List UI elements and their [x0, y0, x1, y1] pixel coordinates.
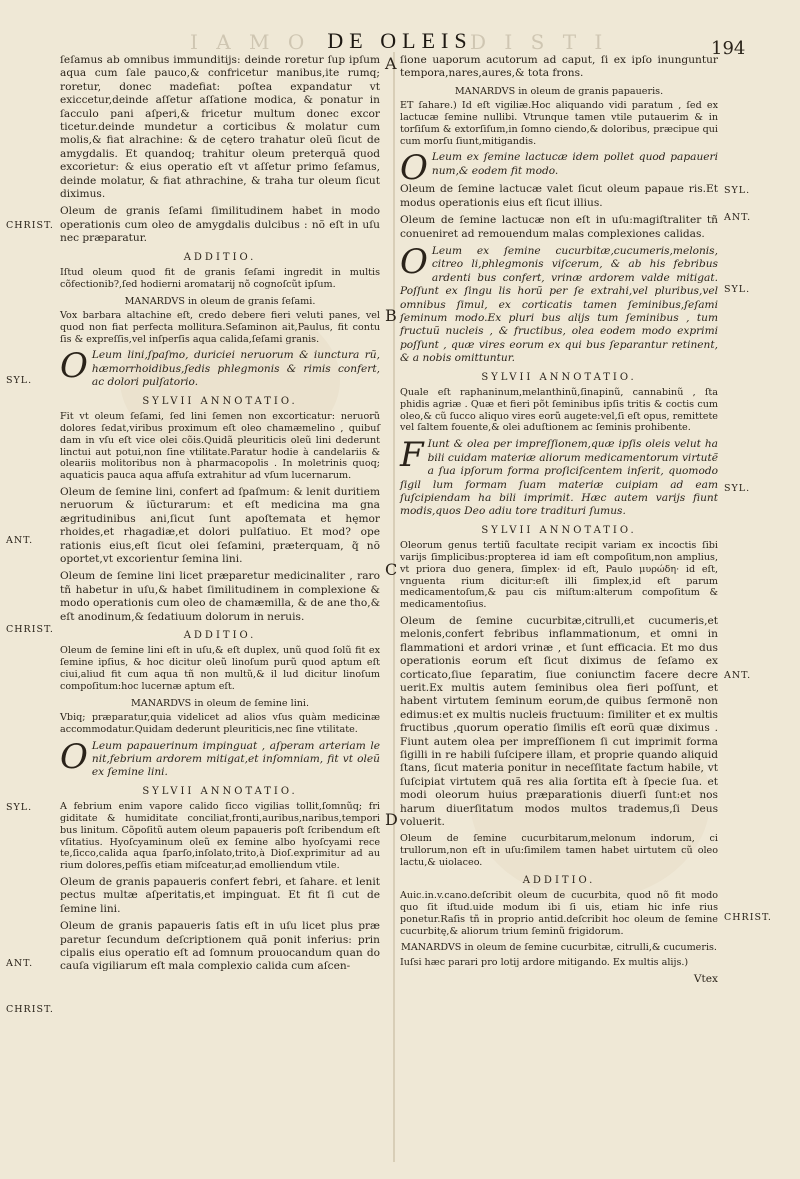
right-column: [400, 54, 718, 986]
italic-paragraph: [60, 346, 380, 389]
drop-cap: F: [400, 435, 424, 476]
note-paragraph: Oleum de ſemine lini eſt in uſu,& eſt duplex, unũ quod ſolũ fit ex ſemine ipſius, & hoc dicitur oleũ linoſum purũ quod aptum eſt ciui,aliud fit cum aqua tñ non multũ,& il lud dicitur linoſum compoſitum:hoc lucernæ aptum eſt.: [60, 645, 380, 692]
section-heading: SYLVII ANNOTATIO.: [481, 371, 637, 383]
margin-note-christ: CHRIST.: [6, 1004, 54, 1015]
italic-paragraph: [400, 242, 718, 366]
drop-cap: O: [60, 346, 88, 387]
margin-note-ant: ANT.: [724, 670, 752, 681]
section-letter-c: C: [385, 560, 398, 579]
section-heading: ADDITIO.: [522, 874, 596, 886]
note-paragraph: Vox barbara altachine eſt, credo debere fieri veluti panes, vel quod non fiat perfecta mollitura.Seſaminon ait,Paulus, fit contu ſis & expreſſis,vel inſperſis aqua calida,ſeſami granis.: [60, 310, 380, 345]
margin-note-ant: ANT.: [6, 958, 34, 969]
commentary-heading: MANARDVS in oleum de ſemine lini.: [130, 697, 310, 709]
margin-note-syl: SYL.: [724, 284, 751, 295]
paragraph: ſeſamus ab omnibus immunditijs: deinde roretur ſup ipſum aqua cum ſale pauco,& confricetur manibus,ite rumq; roretur, donec madefiat: poſtea expandatur vt exiccetur,deinde aſſetur aſſatione modica, & ponatur in ſacculo pani aſperi,& fricetur multum donec excor ticetur.deinde mundetur a corticibus & molatur cum molis,& fiat alrachine: & de cętero trahatur oleũ ſicut de amygdalis. Et quandoq; trahitur oleum preterquã quod excorietur: & eius operatio eſt vt aſſetur primo ſeſamus, deinde molatur, & fiat athrachine, & traha tur oleum ſicut diximus.: [60, 54, 380, 201]
paragraph: Oleum de granis ſeſami ſimilitudinem habet in modo operationis cum oleo de amygdalis dulcibus : nõ eſt in uſu nec præparatur.: [60, 205, 380, 245]
section-letter-b: B: [385, 306, 397, 325]
note-paragraph: Vbiq; præparatur,quia videlicet ad alios vſus quàm medicinæ accommodatur.Quidam dederunt pleuriticis,nec ſine vtilitate.: [60, 711, 380, 735]
paragraph: ſione uaporum acutorum ad caput, ſi ex ipſo inunguntur tempora,nares,aures,& tota frons.: [400, 54, 718, 80]
margin-note-christ: CHRIST.: [724, 912, 772, 923]
section-heading: SYLVII ANNOTATIO.: [142, 785, 298, 797]
commentary-heading: MANARDVS in oleum de granis ſeſami.: [124, 295, 316, 307]
drop-cap: O: [400, 148, 428, 189]
note-paragraph: Fit vt oleum ſeſami, ſed lini ſemen non excorticatur: neruorũ dolores ſedat,viribus proximum eſt oleo chamæmelino , quibuſ dam in vſu eſt vice olei cõis.Quidã pleuriticis oleũ lini dederunt linctui aut potui,non ſine vtilitate.Paratur hodie à candelariis & oleariis molitoribus non à pharmacopolis . In moletrinis quoq; aquaticis pauca aqua affuſa extrahitur ad vſum lucernarum.: [60, 411, 380, 482]
note-paragraph: Quale eſt raphaninum,melanthinũ,ſinapinũ, cannabinũ , ſta phidis agriæ . Quæ et fieri põt ſeminibus ipſis tritis & coctis cum oleo,& cũ ſucco aliquo vires eorũ augete:vel,ſi eſt opus, remittete vel ſaltem fouente,& olei aduſtionem ac ſeminis prohibente.: [400, 387, 718, 434]
italic-text: Iunt & olea per impreſſionem,quæ ipſis oleis velut ha bili cuidam materiæ aliorum medicamentorum virtutẽ a ſua ipſorum forma proſiciſcentem inſerit, quomodo ſigil lum formam ſuam materiæ cuipiam ad eam ſuſcipiendam ha bili imprimit. Hæc autem varijs fiunt modis,quos Deo adiu tore tradituri ſumus.: [400, 438, 718, 518]
italic-paragraph: [400, 148, 718, 189]
note-paragraph: Auic.in.v.cano.deſcribit oleum de cucurbita, quod nõ fit modo quo ſit iſtud.uide modum ibi ſi uis, etiam hic infe rius ponetur.Raſis tñ in proprio antid.deſcribit hoc oleum de ſemine cucurbitę,& aliorum trium ſeminũ frigidorum.: [400, 890, 718, 937]
section-heading: SYLVII ANNOTATIO.: [481, 524, 637, 536]
drop-cap: O: [60, 736, 88, 777]
margin-note-christ: CHRIST.: [6, 624, 54, 635]
header-ghost-right: D I S T I: [470, 30, 609, 54]
paragraph: Oleum de ſemine lini licet præparetur medicinaliter , raro tñ habetur in uſu,& habet ſimilitudinem in complexione & modo operationis cum oleo de chamæmilla, & de ane tho,& eſt anodinum,& ſedatiuum dolorum in neruis.: [60, 570, 380, 623]
running-header: [0, 28, 800, 54]
left-column: [60, 54, 380, 978]
note-paragraph: Iuſsi hæc parari pro lotij ardore mitigando. Ex multis alijs.): [400, 956, 689, 968]
margin-note-ant: ANT.: [724, 212, 752, 223]
note-paragraph: ET ſahare.) Id eſt vigiliæ.Hoc aliquando vidi paratum , ſed ex lactucæ ſemine nullibi. Vtrunque tamen vtile putauerim & in torſiſum & extorſiſum,in ſomno ciendo,& doloribus, præcipue qui cum morſu ſiunt,mitigandis.: [400, 100, 718, 147]
margin-note-ant: ANT.: [6, 535, 34, 546]
header-ghost-left: I A M O: [190, 30, 311, 54]
italic-text: Leum lini,ſpaſmo, duriciei neruorum & iunctura rũ, hæmorrhoidibus,ſedis phlegmonis & rimis confert, ac dolori pulſatorio.: [91, 349, 380, 389]
italic-text: Leum ex ſemine cucurbitæ,cucumeris,melonis, citreo li,phlegmonis viſcerum, & ab his febribus ardenti bus confert, vrinæ ardorem valde mitigat. Poſſunt ex ſingu lis horũ per ſe extrahi,vel pluribus,vel omnibus ſimul, ex corticatis tamen ſeminibus,ſeſami ſeminum modo.Ex pluri bus alijs tum ſeminibus , tum fructuũ nucleis , & fructibus, olea eodem modo exprimi poſſunt , quæ vires eorum ex qui bus ſeparantur retinent, & a nobis omittuntur.: [400, 245, 718, 365]
note-paragraph: Iſtud oleum quod fit de granis ſeſami ingredit in multis cõfectionib?,ſed hodierni aromatarij nõ cognoſcũt ipſum.: [60, 267, 380, 290]
note-paragraph: Oleorum genus tertiũ facultate recipit variam ex incoctis ſibi varijs ſimplicibus:propterea id iam eſt compoſitum,non amplius, vt priora duo genera, ſimplex· id eſt, Paulo μυρώδη· id eſt, vnguenta rium dicitur:eſt illi ſimplex,id eſt parum medicamentoſum,& pau cis miſtum:alterum compoſitum & medicamentoſius.: [400, 540, 718, 611]
paragraph: Oleum de ſemine lini, confert ad ſpaſmum: & lenit duritiem neruorum & iũcturarum: et eſt medicina ma gna ægritudinibus ani,ſicut ſunt apoſtemata et hęmor rhoides,et rhagadiæ,et dolori pulſatiuo. Et mod? ope rationis eius,eſt ſicut olei ſeſamini, præterquam, q̃ nõ oportet,vt excorientur ſemina lini.: [60, 485, 380, 565]
gutter: [393, 52, 395, 1162]
section-letter-d: D: [385, 810, 398, 829]
italic-paragraph: [60, 736, 380, 780]
italic-text: Leum ex ſemine lactucæ idem pollet quod papaueri num,& eodem fit modo.: [431, 151, 718, 177]
drop-cap: O: [400, 242, 428, 283]
paragraph: Oleum de granis papaueris confert febri, et ſahare. et lenit pectus multæ aſperitatis,et impinguat. Et fit ſi cut de ſemine lini.: [60, 875, 380, 915]
page-number: 194: [711, 38, 746, 59]
paragraph: Oleum de ſemine lactucæ non eſt in uſu:magiſtraliter tñ conueniret ad remouendum malas complexiones calidas.: [400, 214, 718, 240]
page-title: DE OLEIS: [327, 28, 473, 53]
margin-note-christ: CHRIST.: [6, 220, 54, 231]
catchword: Vtex: [693, 972, 718, 985]
section-heading: ADDITIO.: [183, 251, 257, 263]
commentary-heading: MANARDVS in oleum de ſemine cucurbitæ, citrulli,& cucumeris.: [401, 942, 717, 954]
margin-note-syl: SYL.: [6, 802, 33, 813]
section-heading: SYLVII ANNOTATIO.: [142, 395, 298, 407]
section-letter-a: A: [385, 54, 397, 73]
italic-text: Leum papauerinum impinguat , aſperam arteriam le nit,febrium ardorem mitigat,et inſomniam, fit vt oleũ ex ſemine lini.: [91, 739, 380, 779]
margin-note-syl: SYL.: [724, 483, 751, 494]
margin-note-syl: SYL.: [724, 185, 751, 196]
commentary-heading: MANARDVS in oleum de granis papaueris.: [454, 85, 664, 97]
paragraph: Oleum de ſemine lactucæ valet ſicut oleum papaue ris.Et modus operationis eius eſt ſicut illius.: [400, 183, 718, 209]
paragraph: Oleum de ſemine cucurbitæ,citrulli,et cucumeris,et melonis,confert febribus inflammationum, et omni in flammationi et ardori vrinæ , et ſunt efficacia. Et mo dus operationis eorum eſt ſicut diximus de ſeſamo ex corticato,ſiue ſeparatim, ſiue coniunctim facere decre uerit.Ex multis autem ſeminibus olea fieri poſſunt, et habent virtutem ſeminum eorum,de quibus ſermonẽ non edimus:et ex multis nucleis fructuum: ſimiliter et ex multis fructibus ,quorum operatio ſimilis eſt eorũ quæ diximus . Fiunt autem olea per impreſſionem ſi cut imprimit forma ſigilli in re habili ſuſcipere illam, et proprie quando aliquid ſtans, ſicut materia ponitur in neceſſitate factum habile, vt ſuſcipiat virtutem quã res alia ſortita eſt à ſpecie ſua. et modi oleorum huius præparationis diuerſi ſunt:et nos harum diuerſitatum modos multos trademus,ſi Deus voluerit.: [400, 614, 718, 828]
note-paragraph: A febrium enim vapore calido ſicco vigilias tollit,ſomnũq; fri giditate & humiditate conciliat,fronti,auribus,naribus,tempori bus linitum. Cõpoſitũ autem oleum papaueris poſt ſcribendum eſt vſitatius. Hyoſcyaminum oleũ ex ſemine albo hyoſcyami rece te,ſicco,calida aqua ſparſo,inſolato,trito,à Dioſ.exprimitur ad au rium dolores,peſſis etiam miſceatur,ad emolliendum vtile.: [60, 801, 380, 872]
note-paragraph: Oleum de ſemine cucurbitarum,melonum indorum, ci trullorum,non eſt in uſu:ſimilem tamen habet uirtutem cũ oleo lactu,& uiolaceo.: [400, 833, 718, 868]
italic-paragraph: [400, 435, 718, 518]
paragraph: Oleum de granis papaueris ſatis eſt in uſu licet plus præ paretur ſecundum deſcriptionem quã ponit inferius: prin cipalis eius operatio eſt ad ſomnum prouocandum quan do cauſa vigiliarum eſt mala complexio calida cum aſcen-: [60, 920, 380, 973]
section-heading: ADDITIO.: [183, 629, 257, 641]
margin-note-syl: SYL.: [6, 375, 33, 386]
